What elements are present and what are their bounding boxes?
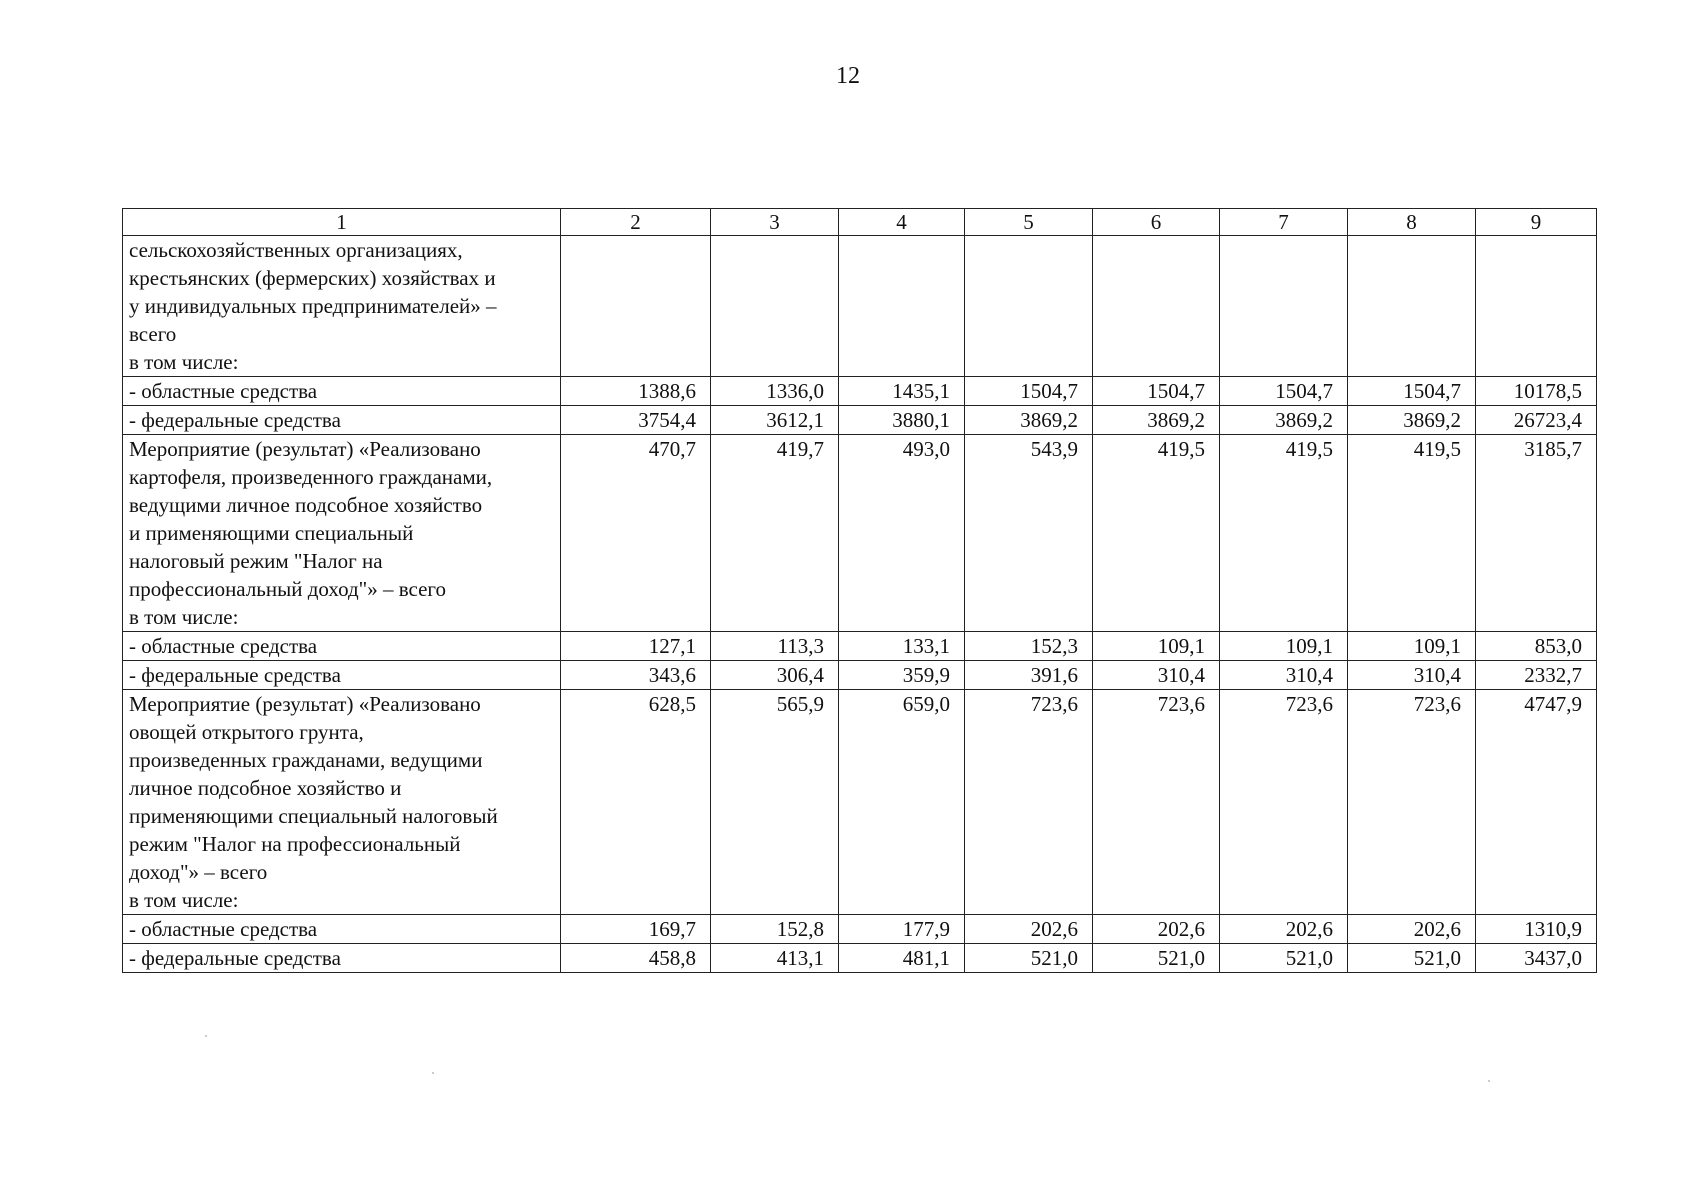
value-cell: 419,5 [1348,435,1476,632]
table-row [123,915,1597,944]
value-cell: 419,7 [711,435,839,632]
value-cell: 3185,7 [1476,435,1597,632]
value-cell: 1435,1 [839,377,965,406]
value-cell: 127,1 [561,632,711,661]
row-label-line: профессиональный доход"» – всего [129,577,446,601]
value-cell: 723,6 [965,690,1093,915]
scan-speck [432,1072,434,1074]
header-cell: 1 [123,209,561,236]
value-cell: 3437,0 [1476,944,1597,973]
value-cell: 10178,5 [1476,377,1597,406]
value-cell [1093,236,1220,377]
value-cell: 152,8 [711,915,839,944]
row-label-line: Мероприятие (результат) «Реализовано [129,437,481,461]
value-cell [839,236,965,377]
row-label-line: Мероприятие (результат) «Реализовано [129,692,481,716]
value-cell: 521,0 [1220,944,1348,973]
value-cell: 152,3 [965,632,1093,661]
table-row [123,944,1597,973]
value-cell [1220,236,1348,377]
row-label-line: сельскохозяйственных организациях, [129,238,463,262]
row-label-cell [123,435,561,632]
row-label-line: крестьянских (фермерских) хозяйствах и [129,266,496,290]
row-label-line: в том числе: [129,888,239,912]
value-cell [1348,236,1476,377]
header-cell: 2 [561,209,711,236]
value-cell: 1504,7 [965,377,1093,406]
row-label-line: - областные средства [129,917,318,941]
budget-table [122,208,1597,973]
row-label-line: в том числе: [129,605,239,629]
row-label-cell [123,632,561,661]
row-label-cell [123,406,561,435]
header-cell: 5 [965,209,1093,236]
value-cell: 565,9 [711,690,839,915]
value-cell: 1504,7 [1348,377,1476,406]
value-cell: 26723,4 [1476,406,1597,435]
value-cell: 1310,9 [1476,915,1597,944]
value-cell: 113,3 [711,632,839,661]
value-cell: 543,9 [965,435,1093,632]
row-label-cell [123,690,561,915]
header-cell: 3 [711,209,839,236]
value-cell: 4747,9 [1476,690,1597,915]
header-cell: 7 [1220,209,1348,236]
row-label-line: овощей открытого грунта, [129,720,364,744]
row-label-line: у индивидуальных предпринимателей» – [129,294,497,318]
value-cell: 3612,1 [711,406,839,435]
value-cell: 470,7 [561,435,711,632]
row-label-line: - областные средства [129,379,318,403]
table-row [123,690,1597,915]
value-cell: 3869,2 [1348,406,1476,435]
row-label-line: произведенных гражданами, ведущими [129,748,483,772]
row-label-cell [123,944,561,973]
table-row [123,406,1597,435]
row-label-line: режим "Налог на профессиональный [129,832,461,856]
row-label-line: применяющими специальный налоговый [129,804,498,828]
value-cell: 1336,0 [711,377,839,406]
value-cell: 521,0 [1093,944,1220,973]
header-cell: 9 [1476,209,1597,236]
scan-speck [1488,1080,1490,1082]
value-cell: 3754,4 [561,406,711,435]
value-cell: 1504,7 [1093,377,1220,406]
value-cell: 109,1 [1348,632,1476,661]
value-cell: 723,6 [1093,690,1220,915]
value-cell: 202,6 [1348,915,1476,944]
page-number: 12 [836,63,860,89]
value-cell: 310,4 [1093,661,1220,690]
header-cell: 6 [1093,209,1220,236]
row-label-line: и применяющими специальный [129,521,414,545]
row-label-cell [123,236,561,377]
header-cell: 8 [1348,209,1476,236]
row-label-line: налоговый режим "Налог на [129,549,383,573]
value-cell: 109,1 [1220,632,1348,661]
value-cell: 419,5 [1093,435,1220,632]
value-cell: 481,1 [839,944,965,973]
value-cell: 310,4 [1220,661,1348,690]
row-label-line: в том числе: [129,350,239,374]
value-cell: 413,1 [711,944,839,973]
header-cell: 4 [839,209,965,236]
row-label-line: доход"» – всего [129,860,268,884]
value-cell: 202,6 [1093,915,1220,944]
row-label-line: - федеральные средства [129,408,341,432]
value-cell: 202,6 [965,915,1093,944]
value-cell: 458,8 [561,944,711,973]
value-cell: 109,1 [1093,632,1220,661]
row-label-line: - областные средства [129,634,318,658]
value-cell: 521,0 [965,944,1093,973]
value-cell: 1388,6 [561,377,711,406]
value-cell: 306,4 [711,661,839,690]
value-cell: 343,6 [561,661,711,690]
value-cell: 723,6 [1220,690,1348,915]
value-cell [711,236,839,377]
value-cell: 359,9 [839,661,965,690]
value-cell [561,236,711,377]
value-cell: 3880,1 [839,406,965,435]
table-row [123,661,1597,690]
value-cell: 3869,2 [1093,406,1220,435]
value-cell: 3869,2 [1220,406,1348,435]
header-row [123,209,1597,236]
value-cell: 3869,2 [965,406,1093,435]
table-row [123,632,1597,661]
row-label-line: всего [129,322,177,346]
value-cell: 1504,7 [1220,377,1348,406]
row-label-line: - федеральные средства [129,663,341,687]
row-label-cell [123,915,561,944]
value-cell: 133,1 [839,632,965,661]
table-row [123,435,1597,632]
value-cell: 310,4 [1348,661,1476,690]
table-row [123,236,1597,377]
row-label-line: ведущими личное подсобное хозяйство [129,493,483,517]
value-cell: 419,5 [1220,435,1348,632]
value-cell: 628,5 [561,690,711,915]
row-label-cell [123,377,561,406]
row-label-line: - федеральные средства [129,946,341,970]
value-cell [1476,236,1597,377]
value-cell: 2332,7 [1476,661,1597,690]
value-cell [965,236,1093,377]
value-cell: 177,9 [839,915,965,944]
scan-speck [205,1035,207,1037]
value-cell: 723,6 [1348,690,1476,915]
value-cell: 521,0 [1348,944,1476,973]
row-label-line: личное подсобное хозяйство и [129,776,402,800]
value-cell: 202,6 [1220,915,1348,944]
row-label-line: картофеля, произведенного гражданами, [129,465,493,489]
table-row [123,377,1597,406]
value-cell: 391,6 [965,661,1093,690]
table-body [123,209,1597,973]
value-cell: 659,0 [839,690,965,915]
value-cell: 853,0 [1476,632,1597,661]
value-cell: 493,0 [839,435,965,632]
row-label-cell [123,661,561,690]
value-cell: 169,7 [561,915,711,944]
